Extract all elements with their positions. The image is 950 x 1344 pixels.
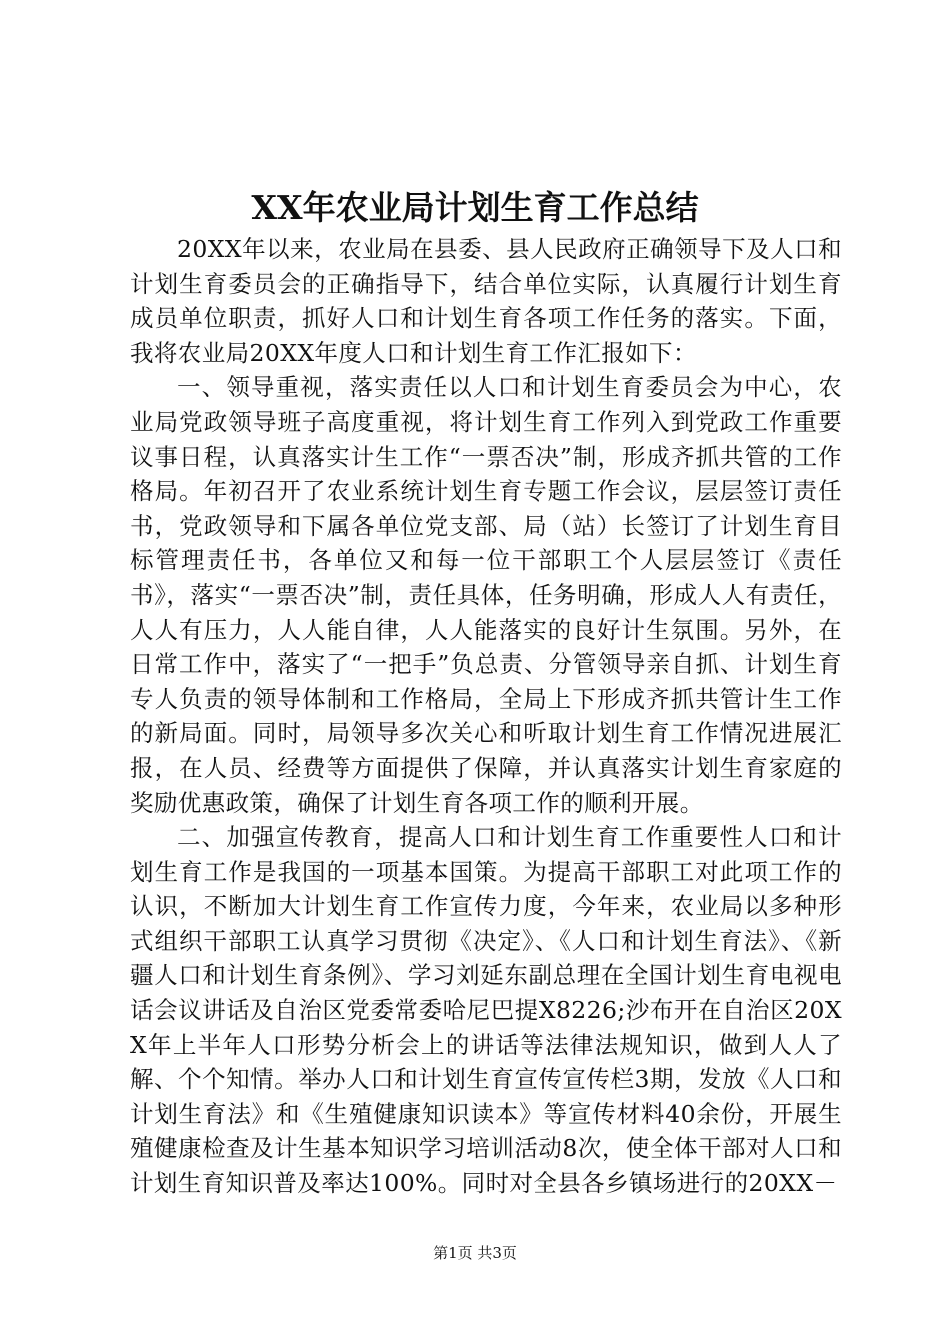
document-body (130, 232, 842, 1201)
page-footer: 第1页 共3页 (433, 1244, 517, 1262)
paragraph-section-1: 一、领导重视，落实责任以人口和计划生育委员会为中心，农业局党政领导班子高度重视，将计划生育工作列入到党政工作重要议事日程，认真落实计生工作“一票否决”制，形成齐抓共管的工作格局。年初召开了农业系统计划生育专题工作会议，层层签订责任书，党政领导和下属各单位党支部、局（站）长签订了计划生育目标管理责任书，各单位又和每一位干部职工个人层层签订《责任书》，落实“一票否决”制，责任具体，任务明确，形成人人有责任，人人有压力，人人能自律，人人能落实的良好计生氛围。另外，在日常工作中，落实了“一把手”负总责、分管领导亲自抓、计划生育专人负责的领导体制和工作格局，全局上下形成齐抓共管计生工作的新局面。同时，局领导多次关心和听取计划生育工作情况进展汇报，在人员、经费等方面提供了保障，并认真落实计划生育家庭的奖励优惠政策，确保了计划生育各项工作的顺利开展。 (130, 373, 842, 817)
paragraph-intro: 20XX年以来，农业局在县委、县人民政府正确领导下及人口和计划生育委员会的正确指导下，结合单位实际，认真履行计划生育成员单位职责，抓好人口和计划生育各项工作任务的落实。下面，我将农业局20XX年度人口和计划生育工作汇报如下： (130, 235, 842, 367)
paragraph-section-2: 二、加强宣传教育，提高人口和计划生育工作重要性人口和计划生育工作是我国的一项基本国策。为提高干部职工对此项工作的认识，不断加大计划生育工作宣传力度，今年来，农业局以多种形式组织干部职工认真学习贯彻《决定》、《人口和计划生育法》、《新疆人口和计划生育条例》、学习刘延东副总理在全国计划生育电视电话会议讲话及自治区党委常委哈尼巴提X8226;沙布开在自治区20XX年上半年人口形势分析会上的讲话等法律法规知识，做到人人了解、个个知情。举办人口和计划生育宣传宣传栏3期，发放《人口和计划生育法》和《生殖健康知识读本》等宣传材料40余份，开展生殖健康检查及计生基本知识学习培训活动8次，使全体干部对人口和计划生育知识普及率达100%。同时对全县各乡镇场进行的20XX－ (130, 823, 842, 1198)
document-title: XX年农业局计划生育工作总结 (251, 188, 699, 227)
